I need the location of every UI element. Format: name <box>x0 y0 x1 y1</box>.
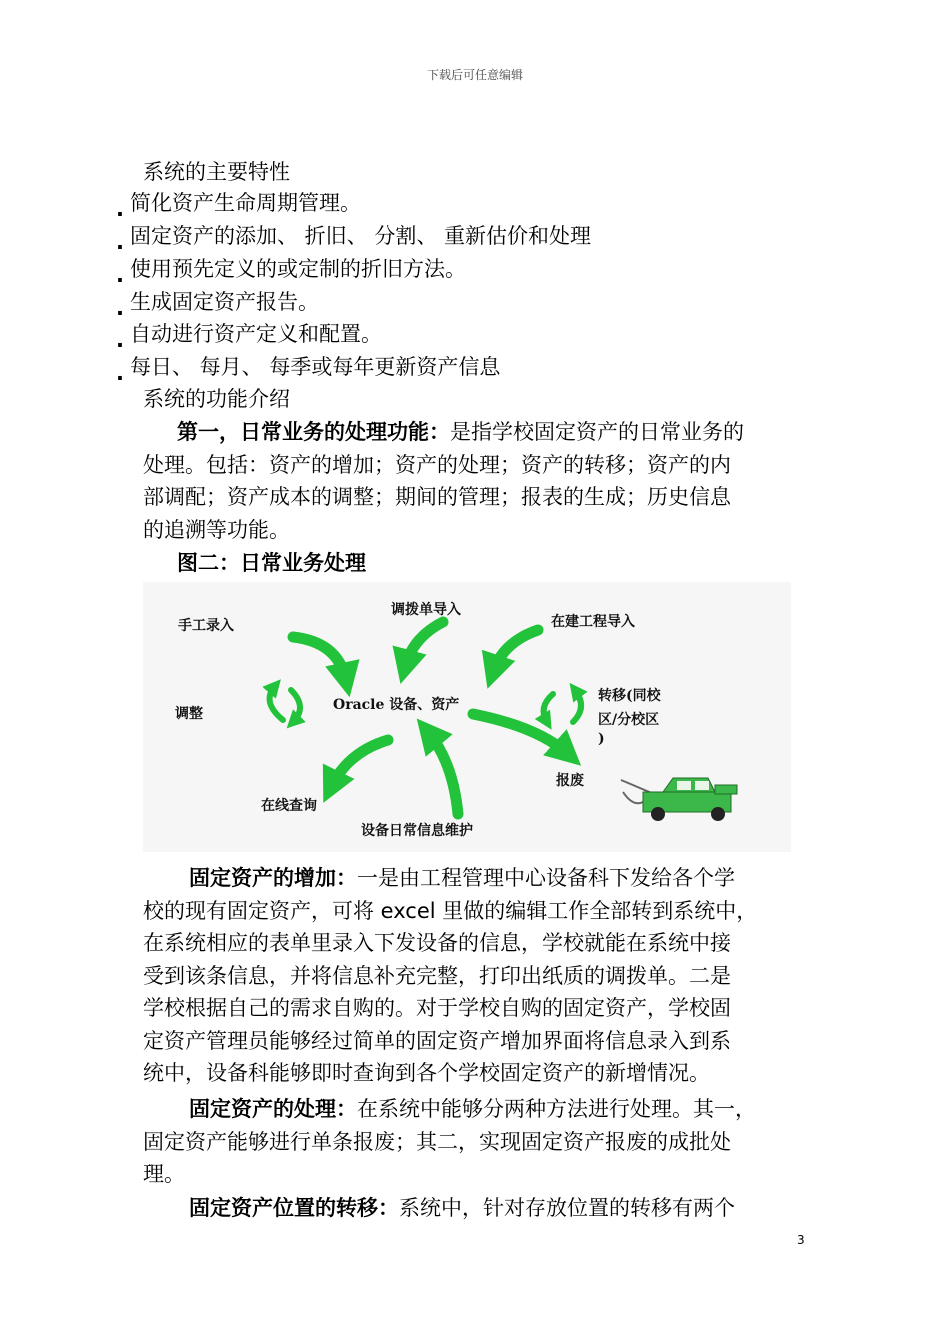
list-item: . 使用预先定义的或定制的折旧方法。 <box>116 253 466 292</box>
bullet-dot: . <box>116 230 124 254</box>
arrow-transfer-left <box>544 694 553 722</box>
label-transfer-import: 调拨单导入 <box>391 602 461 618</box>
section-title-functions: 系统的功能介绍 <box>143 387 290 411</box>
arrow-adjust-up <box>270 686 283 720</box>
bullet-dot: . <box>116 263 124 287</box>
arrow-transfer-import <box>405 622 443 667</box>
label-transfer-1: 转移(同校 <box>598 688 661 704</box>
page-header: 下载后可任意编辑 <box>426 68 523 82</box>
paragraph-asset-disposal: 固定资产的处理：在系统中能够分两种方法进行处理。其一， 固定资产能够进行单条报废；其二，实现固定资产报废的成批处 理。 <box>143 1097 756 1186</box>
label-adjust: 调整 <box>175 706 203 722</box>
figure-caption: 图二：日常业务处理 <box>177 551 366 575</box>
daily-business-diagram <box>143 582 791 852</box>
paragraph-lead: 固定资产的增加： <box>189 866 357 890</box>
arrow-construction-import <box>493 630 538 672</box>
page-number: 3 <box>797 1233 805 1247</box>
bullet-dot: . <box>116 361 124 385</box>
arrow-online-query <box>331 740 388 787</box>
label-manual-entry: 手工录入 <box>178 618 234 634</box>
label-transfer-2: 区/分校区 <box>598 712 660 728</box>
bullet-dot: . <box>116 296 124 320</box>
label-oracle-assets: Oracle 设备、资产 <box>333 697 460 713</box>
paragraph-lead: 固定资产位置的转移： <box>189 1196 399 1220</box>
bullet-dot: . <box>116 197 124 221</box>
label-scrap: 报废 <box>556 773 584 789</box>
label-construction-import: 在建工程导入 <box>551 614 635 630</box>
list-item: . 自动进行资产定义和配置。 <box>116 318 382 357</box>
arrow-adjust-down <box>291 690 300 722</box>
arrow-transfer-right <box>573 690 581 722</box>
label-transfer-3: ) <box>598 731 605 747</box>
label-maintenance: 设备日常信息维护 <box>361 823 473 839</box>
paragraph-asset-addition: 固定资产的增加：一是由工程管理中心设备科下发给各个学 校的现有固定资产，可将 excel 里做的编辑工作全部转到系统中， 在系统相应的表单里录入下发设备的信息，学校就能在系统中接 受到该条信息，并将信息补充完整，打印出纸质的调拨单。二是 学校根据自己的需求自购的。对于学校自购的固定资产，学校固 定资产管理员能够经过简单的固定资产增加界面将信息录入到系 统中，设备科能够即时查询到各个学校固定资产的新增情况。 <box>143 866 758 1085</box>
arrow-maintenance <box>428 732 458 814</box>
bullet-dot: . <box>116 328 124 352</box>
list-item: . 生成固定资产报告。 <box>116 286 319 325</box>
arrow-to-scrap <box>473 714 568 754</box>
paragraph-daily-business: 第一，日常业务的处理功能：是指学校固定资产的日常业务的 处理。包括：资产的增加；资产的处理；资产的转移；资产的内 部调配；资产成本的调整；期间的管理；报表的生成；历史信息 的追溯等功能。 <box>143 420 744 542</box>
paragraph-asset-transfer: 固定资产位置的转移：系统中，针对存放位置的转移有两个 <box>189 1196 735 1220</box>
arrow-manual-entry <box>293 637 346 680</box>
truck-icon <box>621 778 737 821</box>
label-online-query: 在线查询 <box>261 798 317 814</box>
list-item: . 简化资产生命周期管理。 <box>116 187 361 226</box>
section-title-features: 系统的主要特性 <box>143 160 290 184</box>
list-item: . 每日、 每月、 每季或每年更新资产信息 <box>116 351 500 390</box>
paragraph-lead: 第一，日常业务的处理功能： <box>177 420 450 444</box>
paragraph-lead: 固定资产的处理： <box>189 1097 357 1121</box>
list-item: . 固定资产的添加、 折旧、 分割、 重新估价和处理 <box>116 220 591 259</box>
